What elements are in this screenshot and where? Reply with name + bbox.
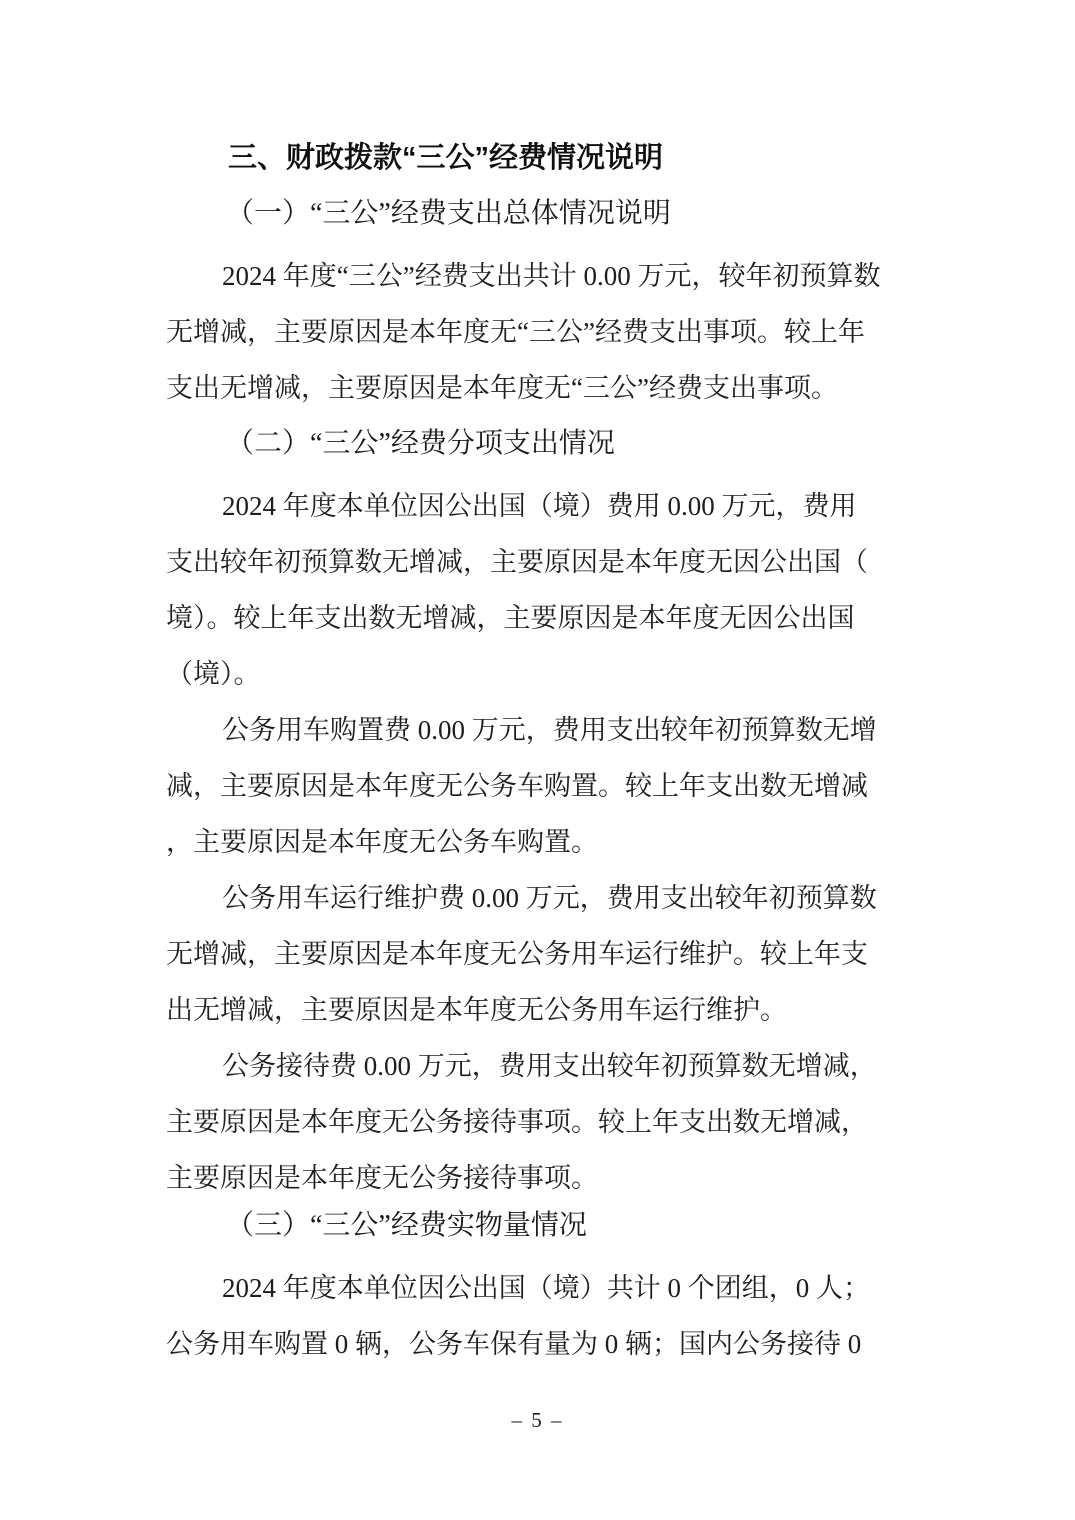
text-line: 公务接待费 0.00 万元，费用支出较年初预算数无增减， (222, 1051, 877, 1081)
text-line: 出无增减，主要原因是本年度无公务用车运行维护。 (166, 995, 787, 1025)
paragraph (166, 248, 913, 416)
paragraph (166, 702, 913, 870)
text-line: 公务用车购置费 0.00 万元，费用支出较年初预算数无增 (222, 715, 877, 745)
section-heading: 三、财政拨款“三公”经费情况说明 (228, 142, 664, 174)
paragraph (166, 1038, 913, 1206)
text-line: 2024 年度“三公”经费支出共计 0.00 万元，较年初预算数 (222, 261, 881, 291)
text-line: 2024 年度本单位因公出国（境）费用 0.00 万元，费用 (222, 491, 857, 521)
text-line: 减，主要原因是本年度无公务车购置。较上年支出数无增减 (166, 771, 868, 801)
subsection-3-title: （三）“三公”经费实物量情况 (226, 1210, 587, 1241)
paragraph (166, 870, 913, 1038)
text-line: 支出较年初预算数无增减，主要原因是本年度无因公出国（ (166, 547, 868, 577)
text-line: 公务用车运行维护费 0.00 万元，费用支出较年初预算数 (222, 883, 877, 913)
text-line: 2024 年度本单位因公出国（境）共计 0 个团组，0 人； (222, 1273, 870, 1303)
text-line: 支出无增减，主要原因是本年度无“三公”经费支出事项。 (166, 373, 838, 403)
paragraph (166, 1260, 913, 1372)
document-body (166, 130, 913, 1372)
text-line: 主要原因是本年度无公务接待事项。较上年支出数无增减， (166, 1107, 868, 1137)
paragraph (166, 478, 913, 702)
subsection-2-title: （二）“三公”经费分项支出情况 (226, 428, 615, 459)
text-line: 主要原因是本年度无公务接待事项。 (166, 1163, 598, 1193)
text-line: （境）。 (166, 659, 261, 689)
text-line: 无增减，主要原因是本年度无公务用车运行维护。较上年支 (166, 939, 868, 969)
subsection-1-title: （一）“三公”经费支出总体情况说明 (226, 198, 671, 229)
page-number: – 5 – (511, 1408, 564, 1432)
text-line: 公务用车购置 0 辆，公务车保有量为 0 辆；国内公务接待 0 (166, 1329, 862, 1359)
text-line: 无增减，主要原因是本年度无“三公”经费支出事项。较上年 (166, 317, 865, 347)
text-line: ，主要原因是本年度无公务车购置。 (166, 827, 598, 857)
text-line: 境）。较上年支出数无增减，主要原因是本年度无因公出国 (166, 603, 855, 633)
